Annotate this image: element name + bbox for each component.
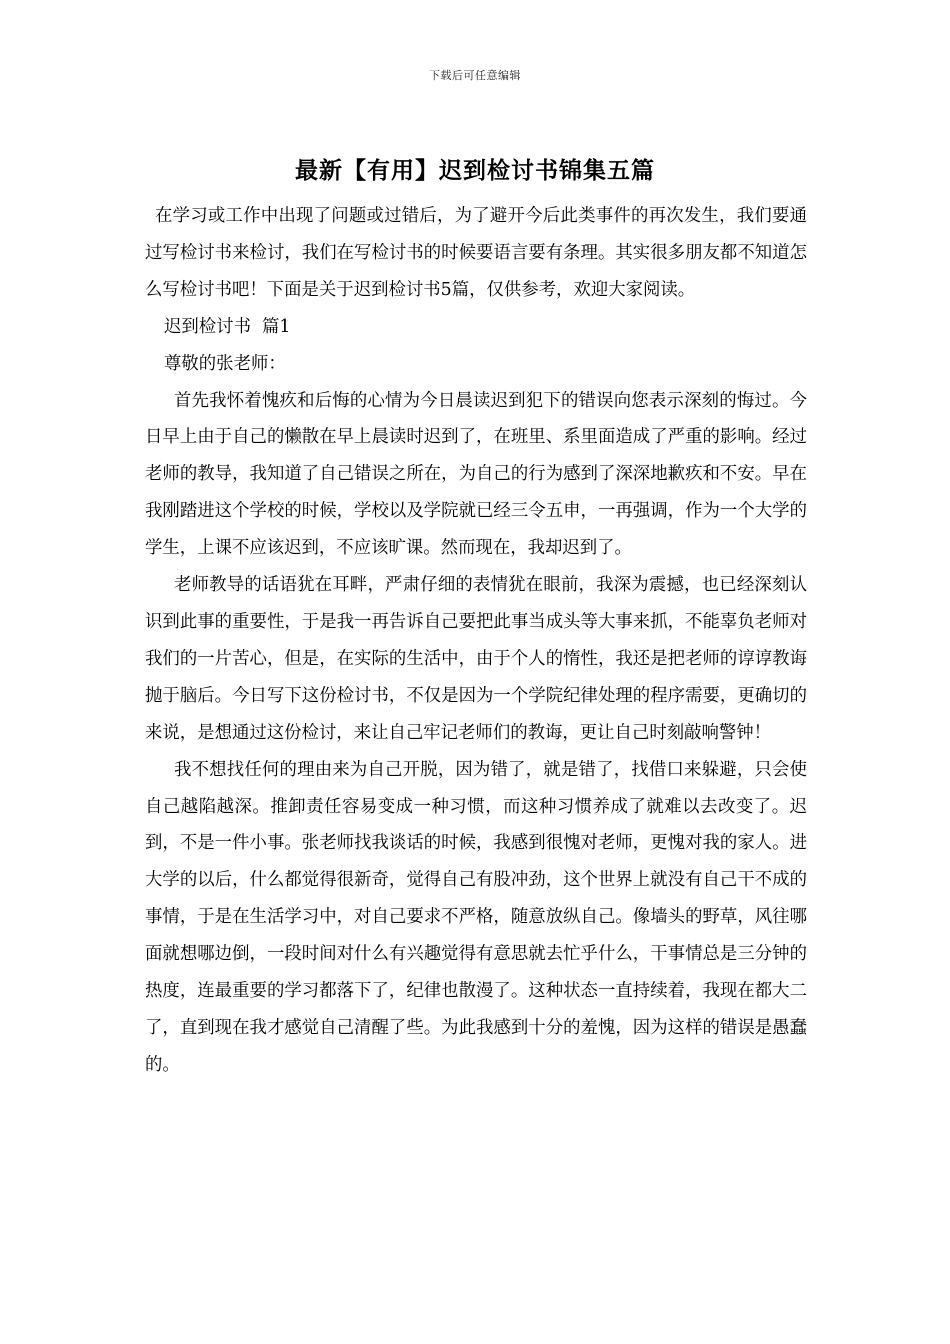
document-body xyxy=(145,198,807,1084)
body-paragraph-3: 我不想找任何的理由来为自己开脱，因为错了，就是错了，找借口来躲避，只会使自己越陷越深。推卸责任容易变成一种习惯，而这种习惯养成了就难以去改变了。迟到，不是一件小事。张老师找我谈话的时候，我感到很愧对老师，更愧对我的家人。进大学的以后，什么都觉得很新奇，觉得自己有股冲劲，这个世界上就没有自己干不成的事情，于是在生活学习中，对自己要求不严格，随意放纵自己。像墙头的野草，风往哪面就想哪边倒，一段时间对什么有兴趣觉得有意思就去忙乎什么，干事情总是三分钟的热度，连最重要的学习都落下了，纪律也散漫了。这种状态一直持续着，我现在都大二了，直到现在我才感觉自己清醒了些。为此我感到十分的羞愧，因为这样的错误是愚蠢的。 xyxy=(145,759,807,1075)
body-paragraph-1: 首先我怀着愧疚和后悔的心情为今日晨读迟到犯下的错误向您表示深刻的悔过。今日早上由于自己的懒散在早上晨读时迟到了，在班里、系里面造成了严重的影响。经过老师的教导，我知道了自己错误之所在，为自己的行为感到了深深地歉疚和不安。早在我刚踏进这个学校的时候，学校以及学院就已经三令五申，一再强调，作为一个大学的学生，上课不应该迟到，不应该旷课。然而现在，我却迟到了。 xyxy=(145,390,807,559)
document-title: 最新【有用】迟到检讨书锦集五篇 xyxy=(295,158,655,184)
section-heading: 迟到检讨书 篇1 xyxy=(164,316,291,337)
header-note: 下载后可任意编辑 xyxy=(429,69,521,82)
intro-paragraph: 在学习或工作中出现了问题或过错后，为了避开今后此类事件的再次发生，我们要通过写检讨书来检讨，我们在写检讨书的时候要语言要有条理。其实很多朋友都不知道怎么写检讨书吧！下面是关于迟到检讨书5篇，仅供参考，欢迎大家阅读。 xyxy=(145,206,807,300)
salutation: 尊敬的张老师： xyxy=(164,353,286,374)
body-paragraph-2: 老师教导的话语犹在耳畔，严肃仔细的表情犹在眼前，我深为震撼，也已经深刻认识到此事的重要性，于是我一再告诉自己要把此事当成头等大事来抓，不能辜负老师对我们的一片苦心，但是，在实际的生活中，由于个人的惰性，我还是把老师的谆谆教诲抛于脑后。今日写下这份检讨书，不仅是因为一个学院纪律处理的程序需要，更确切的来说，是想通过这份检讨，来让自己牢记老师们的教诲，更让自己时刻敲响警钟！ xyxy=(145,575,807,743)
